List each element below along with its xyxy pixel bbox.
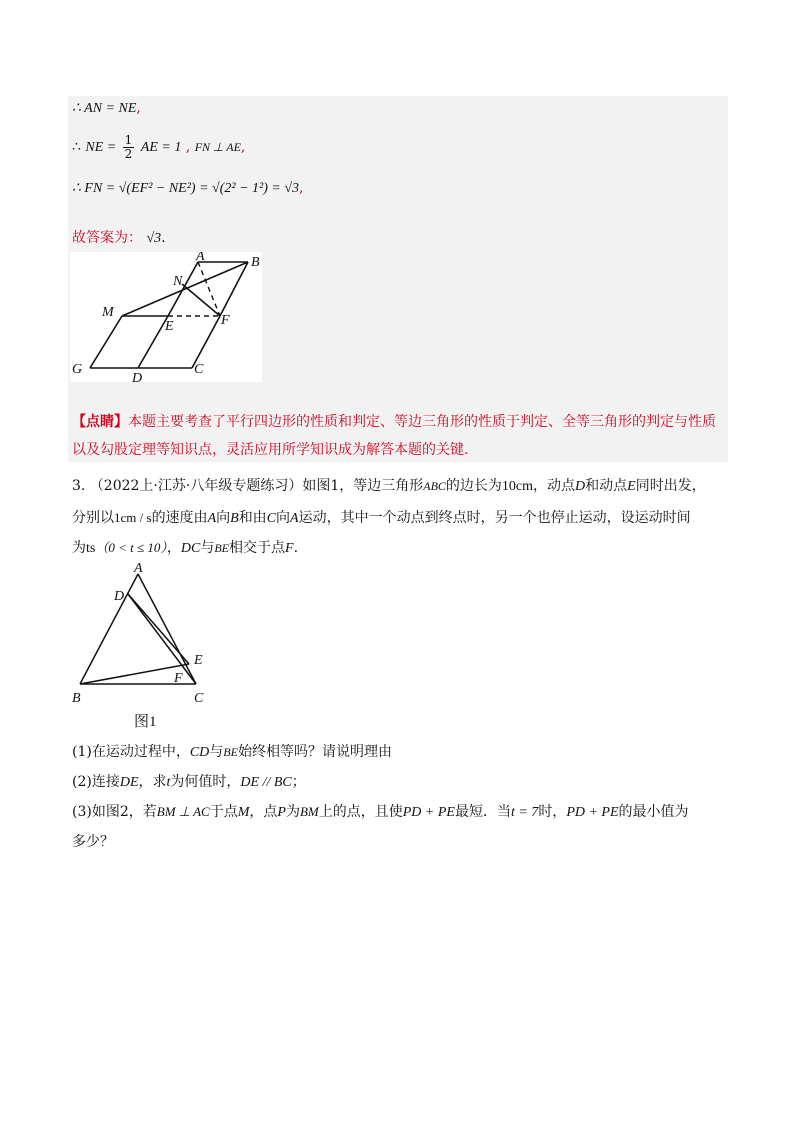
answer-label: 故答案为： (72, 230, 142, 246)
label-n: N (173, 274, 183, 289)
question-text: 时， (538, 804, 567, 820)
problem3-text: ，动点 (533, 478, 576, 494)
question-text: (2)连接 (72, 774, 120, 790)
answer-end: . (161, 230, 166, 246)
problem3-text: 相交于点 (229, 540, 285, 556)
solution-line-1 (72, 98, 141, 119)
label-e: E (194, 653, 203, 668)
math-de-parallel-bc: DE // BC (240, 775, 292, 790)
math-ts: ts (86, 541, 96, 556)
segment-n-f (182, 284, 220, 316)
problem3-text: ， (166, 540, 181, 556)
math-point-e: E (627, 479, 636, 494)
question-text: 为何值时， (170, 774, 241, 790)
label-m: M (102, 305, 114, 320)
segment-m-b (122, 262, 248, 316)
label-c: C (194, 691, 204, 706)
solution-mark: , (185, 139, 191, 155)
label-a: A (196, 252, 205, 264)
solution-mark: , (240, 139, 246, 155)
triangle-figure (66, 560, 226, 736)
problem3-text: 同时出发， (635, 478, 706, 494)
math-abc: ABC (423, 479, 446, 493)
math-dc: DC (180, 541, 201, 556)
math-t-equals-7: t = 7 (510, 805, 539, 820)
math-point-b: B (230, 511, 239, 526)
math-bm: BM (299, 804, 319, 819)
label-g: G (72, 362, 83, 377)
math-bm-perp-ac: BM ⊥ AC (156, 804, 210, 819)
math-t: t (166, 775, 171, 790)
solution-mark: , (136, 100, 141, 116)
comment-line-2 (72, 440, 468, 460)
problem3-text: 的速度由 (151, 510, 208, 526)
figure-caption: 图1 (134, 714, 157, 730)
segment-g-m (90, 316, 122, 368)
problem3-text: . (293, 540, 299, 556)
problem3-line-1 (72, 476, 706, 497)
solution-mark: , (299, 180, 304, 196)
problem3-text: 和由 (238, 510, 267, 526)
math-point-p: P (277, 805, 286, 820)
question-1 (72, 742, 392, 763)
math-point-a: A (207, 511, 217, 526)
answer-line (72, 228, 166, 249)
problem3-text: 向 (276, 510, 291, 526)
fraction-one-half (123, 134, 135, 161)
math-length: 10cm (501, 479, 534, 494)
segment-d-e (128, 594, 189, 664)
question-text: ，求 (138, 774, 167, 790)
label-b: B (251, 255, 260, 270)
label-a: A (134, 561, 143, 576)
question-text: 最短．当 (454, 804, 511, 820)
math-point-a: A (290, 511, 299, 526)
parallelogram-figure (70, 252, 262, 382)
question-text: 为 (285, 804, 300, 820)
question-text: 上的点，且使 (318, 804, 403, 820)
math-cd: CD (189, 745, 210, 760)
side-a-b (80, 574, 138, 684)
label-e: E (165, 319, 174, 334)
fraction-numerator: 1 (124, 132, 133, 147)
label-f: F (174, 671, 183, 686)
answer-value: √3 (146, 231, 162, 246)
question-text: ，点 (249, 804, 278, 820)
solution-perp-fn-ae: FN ⊥ AE (194, 140, 241, 154)
label-b: B (72, 691, 81, 706)
problem3-text: 与 (200, 540, 215, 556)
question-text: (3)如图2，若 (72, 804, 157, 820)
math-point-f: F (285, 541, 294, 556)
comment-line-1 (72, 412, 716, 432)
parallelogram-svg (70, 252, 262, 382)
problem3-line-2 (72, 508, 691, 529)
math-be: BE (223, 745, 238, 759)
comment-text-2: 以及勾股定理等知识点，灵活应用所学知识成为解答本题的关键. (72, 442, 469, 458)
question-text: 始终相等吗？请说明理由 (237, 744, 392, 760)
math-de: DE (119, 775, 139, 790)
solution-line-3 (72, 178, 303, 199)
label-d: D (114, 589, 125, 604)
problem3-text: 和动点 (585, 478, 628, 494)
solution-eq-ne-lhs: NE = (85, 140, 117, 155)
math-range: （0 < t ≤ 10） (95, 540, 167, 555)
solution-eq-ne-rhs: AE = 1 (140, 140, 182, 155)
math-speed: 1cm / s (114, 510, 152, 525)
segment-d-c (128, 594, 196, 684)
math-point-m: M (237, 805, 250, 820)
segment-b-f (220, 262, 248, 316)
question-text: ； (291, 774, 306, 790)
question-2 (72, 772, 306, 793)
dashed-a-f (198, 262, 220, 316)
label-f: F (221, 313, 230, 328)
question-text: 于点 (209, 804, 238, 820)
problem3-text: 运动，其中一个动点到终点时，另一个也停止运动，设运动时间 (298, 510, 691, 526)
question-3 (72, 802, 689, 823)
solution-eq-fn: ∴ FN = √(EF² − NE²) = √(2² − 1²) = √3 (72, 181, 300, 196)
therefore-symbol: ∴ (72, 139, 81, 155)
math-point-c: C (266, 511, 277, 526)
problem3-text: 分别以 (72, 510, 114, 526)
math-be: BE (214, 541, 229, 555)
math-pd-plus-pe: PD + PE (402, 805, 455, 820)
comment-text-1: 本题主要考查了平行四边形的性质和判定、等边三角形的性质于判定、全等三角形的判定与性质 (128, 414, 716, 430)
question-text: 与 (209, 744, 224, 760)
segment-d-e (138, 316, 168, 368)
question-text: (1)在运动过程中， (72, 744, 190, 760)
problem3-text: 向 (216, 510, 231, 526)
problem3-text: 的边长为 (445, 478, 502, 494)
solution-eq-an-ne: ∴ AN = NE (72, 101, 137, 116)
problem3-intro: 3. （2022上·江苏·八年级专题练习）如图1，等边三角形 (72, 478, 424, 494)
fraction-denominator: 2 (124, 146, 133, 161)
problem3-text: 为 (72, 540, 86, 556)
segment-b-e (80, 664, 189, 684)
math-pd-plus-pe: PD + PE (566, 805, 619, 820)
math-point-d: D (575, 479, 586, 494)
question-text: 多少？ (72, 834, 114, 850)
problem3-line-3 (72, 538, 298, 559)
segment-c-f (192, 316, 220, 368)
label-c: C (194, 362, 204, 377)
label-d: D (132, 371, 143, 382)
question-3-continued (72, 832, 114, 852)
question-text: 的最小值为 (618, 804, 689, 820)
comment-tag: 【点睛】 (72, 414, 128, 430)
solution-line-2 (72, 132, 245, 163)
